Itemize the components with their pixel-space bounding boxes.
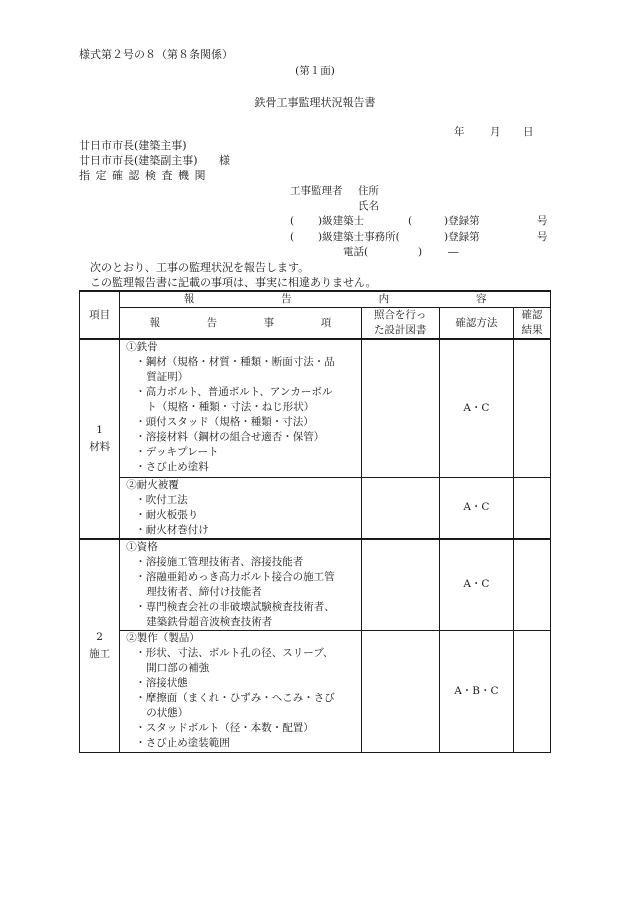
checked-documents-cell	[361, 539, 439, 631]
report-table	[79, 290, 551, 753]
list-item: ・摩擦面（まくれ・ひずみ・へこみ・さび の状態）	[135, 691, 335, 719]
header-report-matters: 報 告 事 項	[120, 308, 361, 340]
method-cell: A・C	[439, 539, 513, 631]
address-label: 住所	[358, 185, 379, 197]
date-day: 日	[523, 126, 534, 138]
phone-dash: ―	[448, 246, 459, 258]
list-item: ・デッキプレート	[135, 446, 219, 458]
addressee-line-2: 廿日市市長(建築副主事)	[79, 154, 198, 167]
list-item: ・耐火材巻付け	[135, 523, 209, 536]
result-cell	[513, 339, 550, 477]
header-checked-documents: 照合を行っ た設計図書	[361, 308, 439, 340]
section-materials: 1 材料	[80, 339, 120, 539]
method-cell: A・C	[439, 339, 513, 477]
supervisor-label: 工事監理者	[290, 185, 343, 197]
checked-documents-cell	[361, 339, 439, 477]
list-item: ・形状、寸法、ボルト孔の径、スリーブ、 開口部の補強	[135, 646, 334, 674]
header-method: 確認方法	[439, 308, 513, 340]
list-item: ・溶接材料（鋼材の組合せ適否・保管）	[135, 431, 325, 443]
office-reg-suffix: 号	[537, 231, 548, 243]
document-title: 鉄骨工事監理状況報告書	[254, 96, 376, 109]
list-item: ・耐火板張り	[135, 508, 199, 521]
form-number: 様式第２号の８（第８条関係）	[79, 48, 233, 61]
list-item: ・専門検査会社の非破壊試験検査技術者、 建築鉄骨超音波検査技術者	[135, 600, 335, 628]
date-month: 月	[490, 126, 501, 138]
architect-reg-open: (	[408, 215, 413, 227]
result-cell	[513, 539, 550, 631]
list-item: ・さび止め塗装範囲	[135, 736, 230, 749]
architect-reg-label: )登録第	[444, 215, 480, 227]
phone-close-paren: )	[418, 246, 423, 258]
list-item: ・さび止め塗料	[135, 461, 209, 473]
header-report-content: 報 告 内 容	[120, 291, 551, 308]
list-item: ・溶接状態	[135, 676, 188, 689]
architect-class-open: (	[290, 215, 295, 227]
method-cell: A・B・C	[439, 630, 513, 752]
phone-label: 電話(	[343, 246, 369, 258]
list-item: ・溶融亜鉛めっき高力ボルト接合の施工管 理技術者、締付け技能者	[135, 570, 335, 598]
list-item: ・スタッドボルト（径・本数・配置）	[135, 721, 314, 734]
checked-documents-cell	[361, 477, 439, 539]
name-label: 氏名	[358, 200, 379, 212]
addressee-line-3: 指 定 確 認 検 査 機 関	[79, 169, 207, 182]
list-item: ・鋼材（規格・材質・種類・断面寸法・品 質証明）	[135, 356, 335, 383]
intro-line-1: 次のとおり、工事の監理状況を報告します。	[90, 261, 310, 274]
addressee-honorific: 様	[219, 154, 230, 167]
office-class-label: )級建築士事務所(	[318, 231, 400, 243]
group-steel: ①鉄骨 ・鋼材（規格・材質・種類・断面寸法・品 質証明） ・高力ボルト、普通ボルト、アンカーボル ト（規格・種類・寸法・ねじ形状） ・頭付スタッド（規格・種類・寸法） ・溶接材料（鋼材の組合せ適否・保管） ・デッキプレート ・さび止め塗料	[120, 339, 361, 477]
list-item: ・溶接施工管理技術者、溶接技能者	[135, 555, 304, 568]
list-item: ・高力ボルト、普通ボルト、アンカーボル ト（規格・種類・寸法・ねじ形状）	[135, 386, 333, 413]
architect-class-label: )級建築士	[318, 215, 365, 227]
page-number: (第１面)	[295, 65, 335, 77]
group-fireproofing: ②耐火被覆 ・吹付工法 ・耐火板張り ・耐火材巻付け	[120, 477, 361, 539]
office-class-open: (	[290, 231, 295, 243]
office-reg-label: )登録第	[444, 231, 480, 243]
group-qualifications: ①資格 ・溶接施工管理技術者、溶接技能者 ・溶融亜鉛めっき高力ボルト接合の施工管 理技術者、締付け技能者 ・専門検査会社の非破壊試験検査技術者、 建築鉄骨超音波検査技術者	[120, 539, 361, 631]
list-item: ・吹付工法	[135, 493, 188, 506]
list-item: ・頭付スタッド（規格・種類・寸法）	[135, 416, 314, 428]
result-cell	[513, 630, 550, 752]
method-cell: A・C	[439, 477, 513, 539]
date-year: 年	[454, 126, 465, 138]
result-cell	[513, 477, 550, 539]
architect-reg-suffix: 号	[537, 215, 548, 227]
intro-line-2: この監理報告書に記載の事項は、事実に相違ありません。	[90, 276, 377, 289]
header-result: 確認 結果	[513, 308, 550, 340]
section-construction: 2 施工	[80, 539, 120, 753]
addressee-line-1: 廿日市市長(建築主事)	[79, 139, 187, 152]
checked-documents-cell	[361, 630, 439, 752]
header-item: 項目	[80, 291, 120, 339]
group-fabrication: ②製作（製品） ・形状、寸法、ボルト孔の径、スリーブ、 開口部の補強 ・溶接状態 ・摩擦面（まくれ・ひずみ・へこみ・さび の状態） ・スタッドボルト（径・本数・配置） ・さび止め塗装範囲	[120, 630, 361, 752]
